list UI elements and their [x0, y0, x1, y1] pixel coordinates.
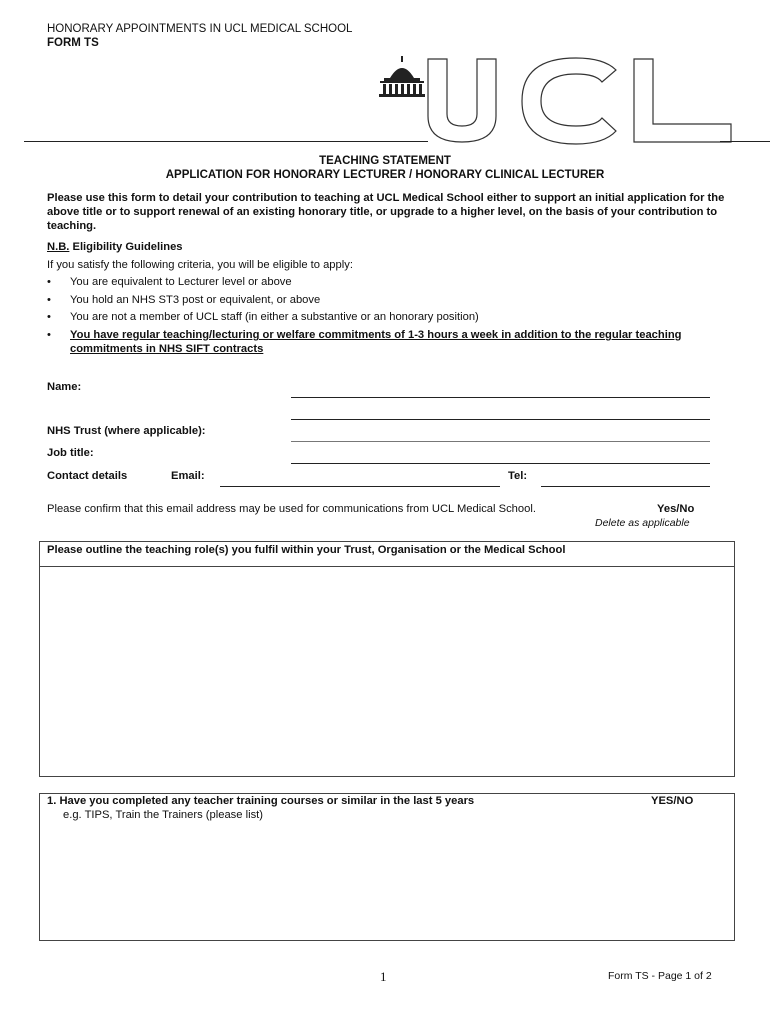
page-number: 1: [380, 969, 387, 984]
tel-field[interactable]: [541, 486, 710, 487]
nhs-trust-field[interactable]: [291, 441, 710, 442]
header-rule-right: [720, 141, 770, 142]
header-rule-left: [24, 141, 428, 142]
email-field[interactable]: [220, 486, 500, 487]
teaching-role-box: [39, 541, 735, 777]
teaching-role-divider: [40, 566, 734, 567]
doc-subtitle: APPLICATION FOR HONORARY LECTURER / HONORARY CLINICAL LECTURER: [165, 169, 605, 181]
training-example: e.g. TIPS, Train the Trainers (please list): [63, 809, 264, 821]
confirm-yesno[interactable]: Yes/No: [657, 503, 695, 515]
list-item: • You are equivalent to Lecturer level or above: [47, 276, 292, 288]
intro-text: Please use this form to detail your contribution to teaching at UCL Medical School either to support an initial application for the above title or to support renewal of an existing honorary title, or upgrade to a higher level, on the basis of your contribution to teaching.: [47, 192, 725, 232]
name-label: Name:: [47, 381, 82, 393]
ucl-logo: [376, 56, 770, 146]
email-label: Email:: [171, 470, 205, 482]
job-title-label: Job title:: [47, 447, 94, 459]
teaching-role-input[interactable]: [42, 569, 732, 774]
nb-label: N.B.: [47, 241, 70, 253]
confirm-note: Delete as applicable: [595, 517, 690, 529]
training-yesno[interactable]: YES/NO: [651, 795, 694, 807]
list-item: • You hold an NHS ST3 post or equivalent, or above: [47, 294, 321, 306]
doc-title: TEACHING STATEMENT: [319, 155, 451, 167]
training-question: 1. Have you completed any teacher training courses or similar in the last 5 years: [47, 795, 475, 807]
eligibility-lead: If you satisfy the following criteria, you will be eligible to apply:: [47, 259, 353, 271]
portico-icon: [379, 56, 425, 97]
name-field[interactable]: [291, 397, 710, 398]
job-title-field[interactable]: [291, 463, 710, 464]
list-item: • You have regular teaching/lecturing or welfare commitments of 1-3 hours a week in addition to the regular teaching commitments in NHS SIFT contracts: [47, 329, 682, 355]
eligibility-title: Eligibility Guidelines: [72, 241, 183, 253]
header-line1: HONORARY APPOINTMENTS IN UCL MEDICAL SCHOOL: [47, 23, 353, 35]
tel-label: Tel:: [508, 470, 528, 482]
name-field-line2[interactable]: [291, 419, 710, 420]
nhs-trust-label: NHS Trust (where applicable):: [47, 425, 206, 437]
training-courses-box: [39, 793, 735, 941]
eligibility-heading: [47, 240, 737, 254]
training-input[interactable]: [42, 826, 732, 936]
contact-label: Contact details: [47, 470, 128, 482]
header-form-code: FORM TS: [47, 37, 99, 49]
confirm-text: Please confirm that this email address may be used for communications from UCL Medical School.: [47, 503, 536, 515]
footer-page-label: Form TS - Page 1 of 2: [608, 970, 712, 982]
list-item: • You are not a member of UCL staff (in either a substantive or an honorary position): [47, 311, 479, 323]
teaching-role-title: Please outline the teaching role(s) you fulfil within your Trust, Organisation or the Medical School: [47, 544, 566, 556]
